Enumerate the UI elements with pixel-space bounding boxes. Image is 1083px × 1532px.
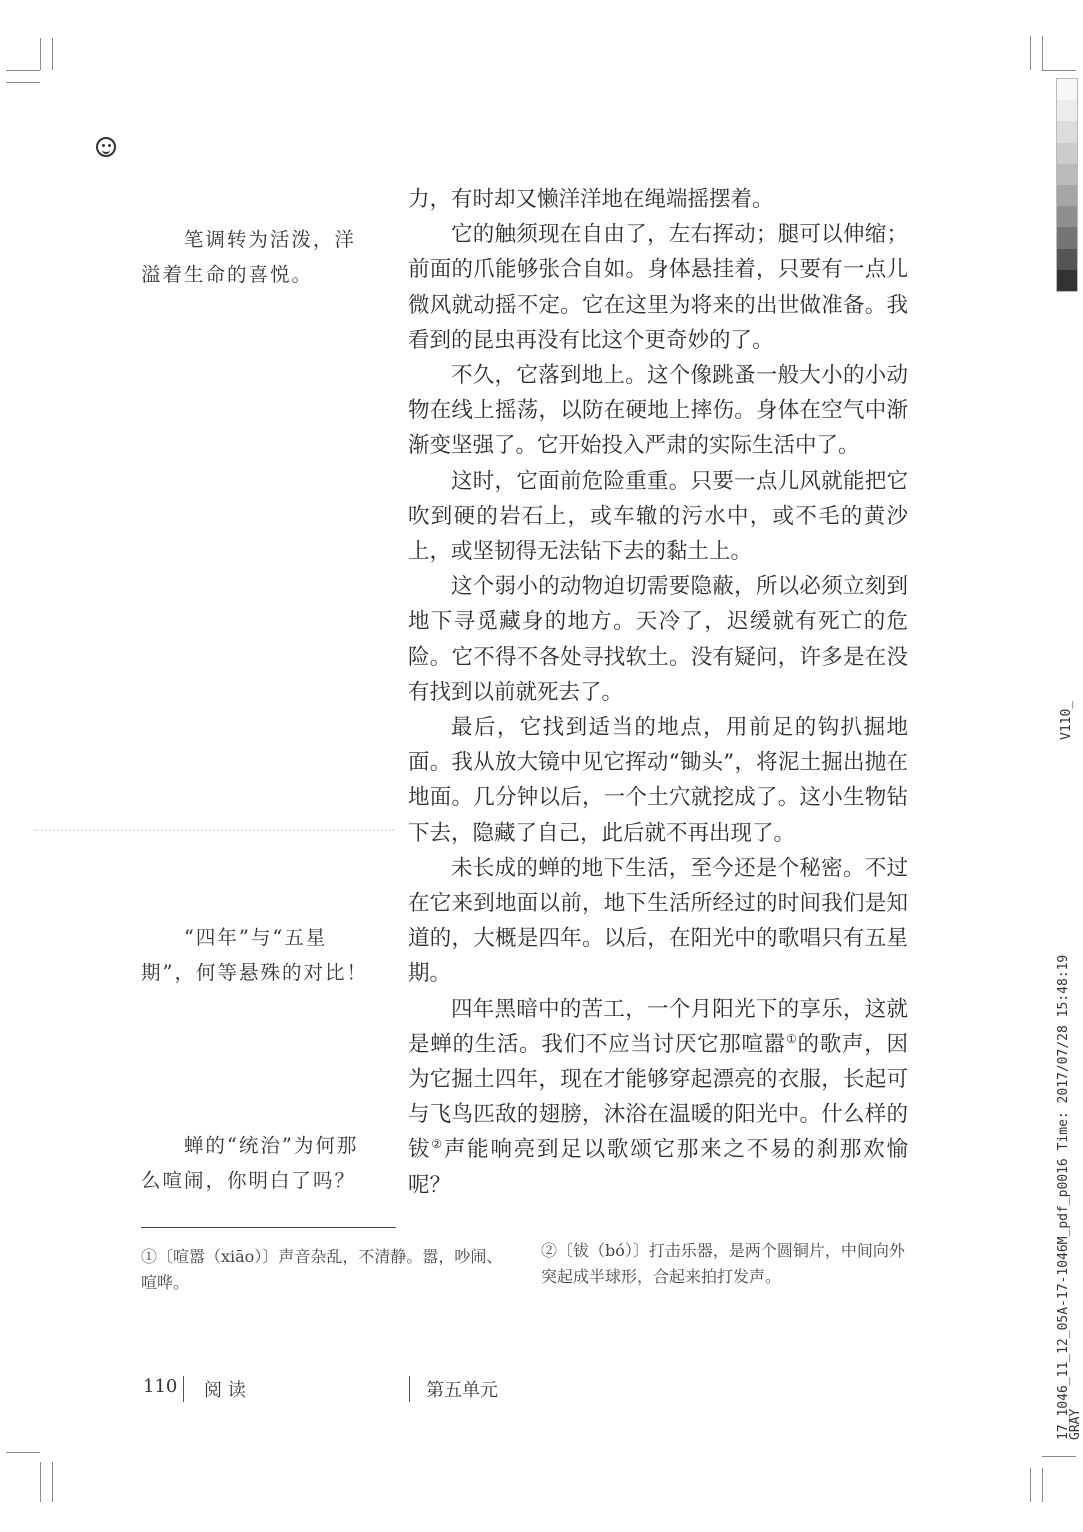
paragraph: 这时，它面前危险重重。只要一点儿风就能把它吹到硬的岩石上，或车辙的污水中，或不毛的黄沙上，或坚韧得无法钻下去的黏土上。 [408,468,908,565]
footnote-ref: ② [431,1137,444,1152]
footnote: ①〔喧嚣（xiāo）〕声音杂乱，不清静。嚣，吵闹、喧哗。 [141,1247,503,1292]
footnote-rule [141,1227,396,1228]
grayscale-strip [1056,78,1078,292]
crop-mark [52,38,53,70]
crop-mark [6,1452,40,1453]
paragraph: 未长成的蝉的地下生活，至今还是个秘密。不过在它来到地面以前，地下生活所经过的时间我们是知道的，大概是四年。以后，在阳光中的歌唱只有五星期。 [408,855,908,987]
section-label: 阅 读 [204,1380,246,1401]
crop-mark [52,1462,53,1502]
paragraph-segment: 的歌声，因为它掘土四年，现在才能够穿起漂亮的衣服，长起可与飞鸟匹敌的翅膀，沐浴在温暖的阳光中。什么样的钹 [408,1031,908,1163]
crop-mark [1042,36,1043,70]
crop-mark [1030,1468,1031,1502]
paragraph: 这个弱小的动物迫切需要隐蔽，所以必须立刻到地下寻觅藏身的地方。天冷了，迟缓就有死亡的危险。它不得不各处寻找软土。没有疑问，许多是在没有找到以前就死去了。 [408,574,908,705]
page-number: 110 [143,1376,178,1397]
crop-mark [1042,70,1076,71]
print-file-info: 17_1046_11_12_05A-17-1046M_pdf_p0016 Time: 2017/07/28 15:48:19 [1056,954,1071,1440]
unit-label: 第五单元 [426,1380,498,1401]
main-text [408,182,908,1203]
print-page-code: V110_ [1059,700,1074,740]
dotted-divider [34,829,394,831]
paragraph: 力，有时却又懒洋洋地在绳端摇摆着。 [408,187,774,212]
crop-mark [6,70,40,71]
footnote: ②〔钹（bó）〕打击乐器，是两个圆铜片，中间向外突起成半球形，合起来拍打发声。 [541,1241,905,1286]
crop-mark [1042,1468,1043,1502]
crop-mark [40,1462,41,1502]
footnote-ref: ① [786,1031,798,1046]
crop-mark [1042,1456,1076,1457]
paragraph: 它的触须现在自由了，左右挥动；腿可以伸缩；前面的爪能够张合自如。身体悬挂着，只要有一点儿微风就动摇不定。它在这里为将来的出世做准备。我看到的昆虫再没有比这个更奇妙的了。 [408,222,908,353]
crop-mark [1030,36,1031,70]
paragraph [408,992,908,1203]
paragraph-segment: 声能响亮到足以歌颂它那来之不易的刹那欢愉呢？ [408,1137,908,1198]
paragraph: 最后，它找到适当的地点，用前足的钩扒掘地面。我从放大镜中见它挥动“锄头”，将泥土掘出抛在地面。几分钟以后，一个土穴就挖成了。这小生物钻下去，隐藏了自己，此后就不再出现了。 [408,715,908,846]
margin-note-text: 笔调转为活泼，洋溢着生命的喜悦。 [141,228,356,286]
margin-note-text: 蝉的“统治”为何那么喧闹，你明白了吗？ [141,1134,359,1192]
footer-divider [183,1376,184,1402]
margin-note [141,1128,373,1198]
paragraph: 不久，它落到地上。这个像跳蚤一般大小的小动物在线上摇荡，以防在硬地上摔伤。身体在空气中渐渐变坚强了。它开始投入严肃的实际生活中了。 [408,363,908,459]
print-gray-label: GRAY [1068,1408,1083,1440]
smiley-icon [96,137,116,157]
margin-note [141,222,373,292]
margin-note [141,920,373,990]
margin-note-text: “四年”与“五星期”，何等悬殊的对比！ [141,926,368,984]
crop-mark [40,38,41,70]
footer-divider [409,1376,410,1402]
crop-mark [6,82,40,83]
paragraph-segment: 四年黑暗中的苦工，一个月阳光下的享乐，这就是蝉的生活。我们不应当讨厌它那喧嚣 [408,996,908,1057]
